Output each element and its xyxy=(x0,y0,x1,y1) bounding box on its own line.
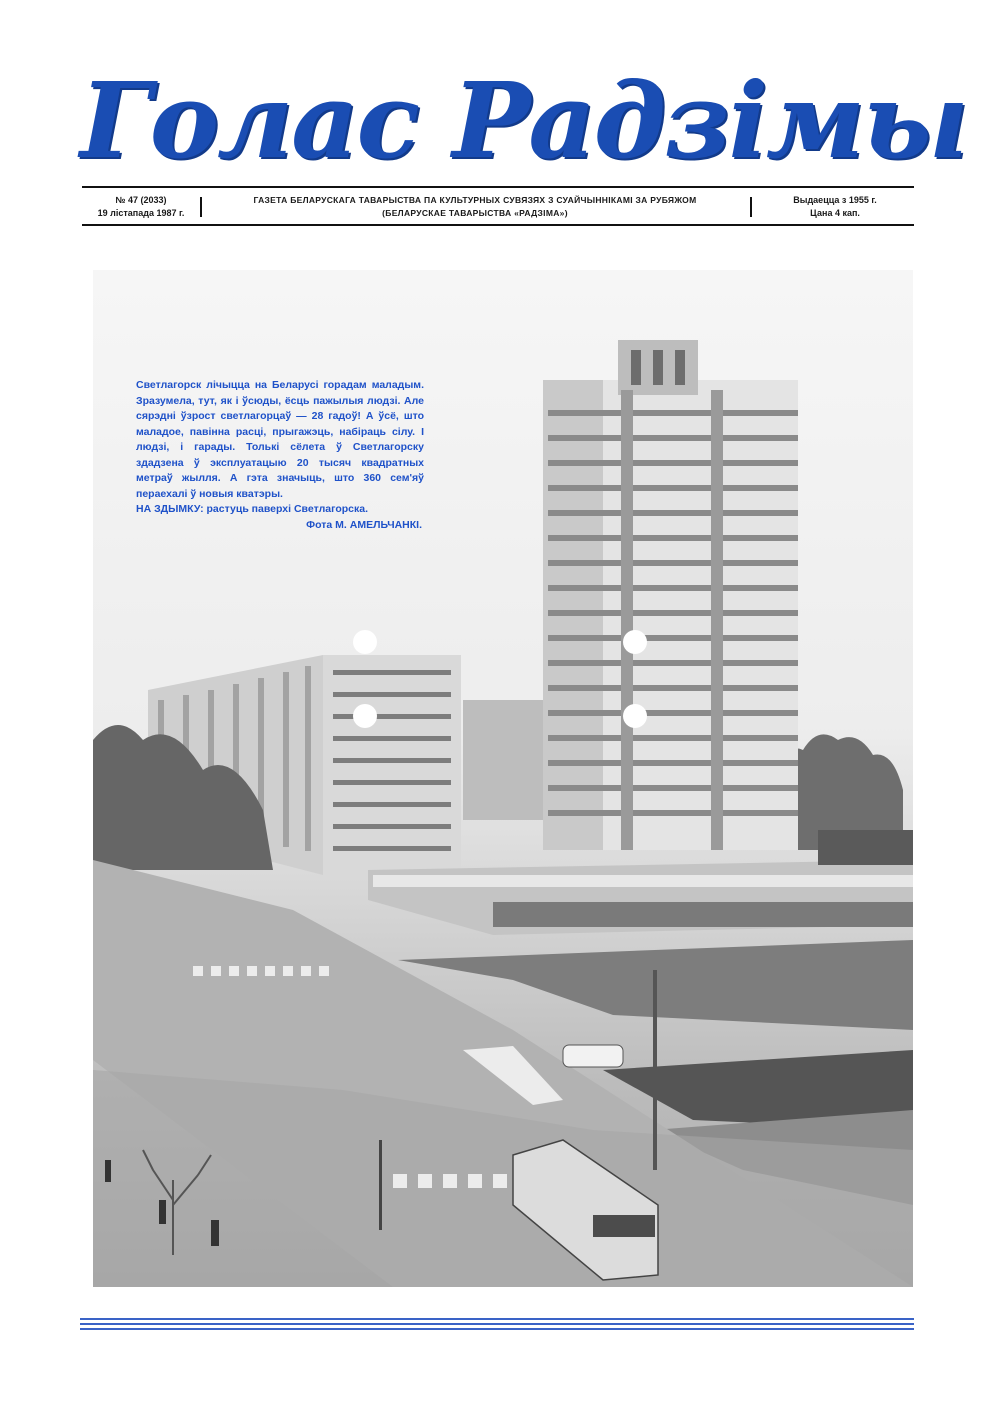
caption-photo-note: НА ЗДЫМКУ: растуць паверхі Светлагорска. xyxy=(136,503,368,515)
price-line: Цана 4 кап. xyxy=(810,208,860,218)
cover-photo xyxy=(93,270,913,1287)
society-line: (БЕЛАРУСКАЕ ТАВАРЫСТВА «РАДЗІМА») xyxy=(382,208,568,218)
high-rise-tower xyxy=(543,340,798,850)
since-line: Выдаецца з 1955 г. xyxy=(793,195,877,205)
footer-rule xyxy=(80,1318,914,1333)
publisher-info xyxy=(206,194,744,220)
publisher-line: ГАЗЕТА БЕЛАРУСКАГА ТАВАРЫСТВА ПА КУЛЬТУРНЫХ СУВЯЗЯХ З СУАЙЧЫННІКАМІ ЗА РУБЯЖОМ xyxy=(253,195,697,205)
header-rule-top xyxy=(82,186,914,188)
header-divider-right xyxy=(750,197,752,217)
caption-body: Светлагорск лічыцца на Беларусі горадам маладым. Зразумела, тут, як і ўсюды, ёсць пажылыя людзі. Але сярэдні ўзрост светлагорцаў — 28 гадоў! А ўсё, што маладое, павінна расці, прыгажэць, набіраць сілу. І людзі, і гарады. Толькі сёлета ў Светлагорску здадзена ў эксплуатацыю 20 тысяч квадратных метраў жылля. А гэта значыць, што 360 сем'яў пераехалі ў новыя кватэры. xyxy=(136,379,424,500)
edition-info xyxy=(760,194,910,220)
header-rule-bottom xyxy=(82,224,914,226)
issue-info xyxy=(86,194,196,220)
masthead-title: Голас Радзімы xyxy=(80,59,967,182)
issue-date: 19 лістапада 1987 г. xyxy=(97,208,185,218)
caption-credit: Фота М. АМЕЛЬЧАНКІ. xyxy=(306,518,422,531)
header-divider-left xyxy=(200,197,202,217)
photo-caption xyxy=(136,378,424,533)
issue-number: № 47 (2033) xyxy=(115,195,167,205)
